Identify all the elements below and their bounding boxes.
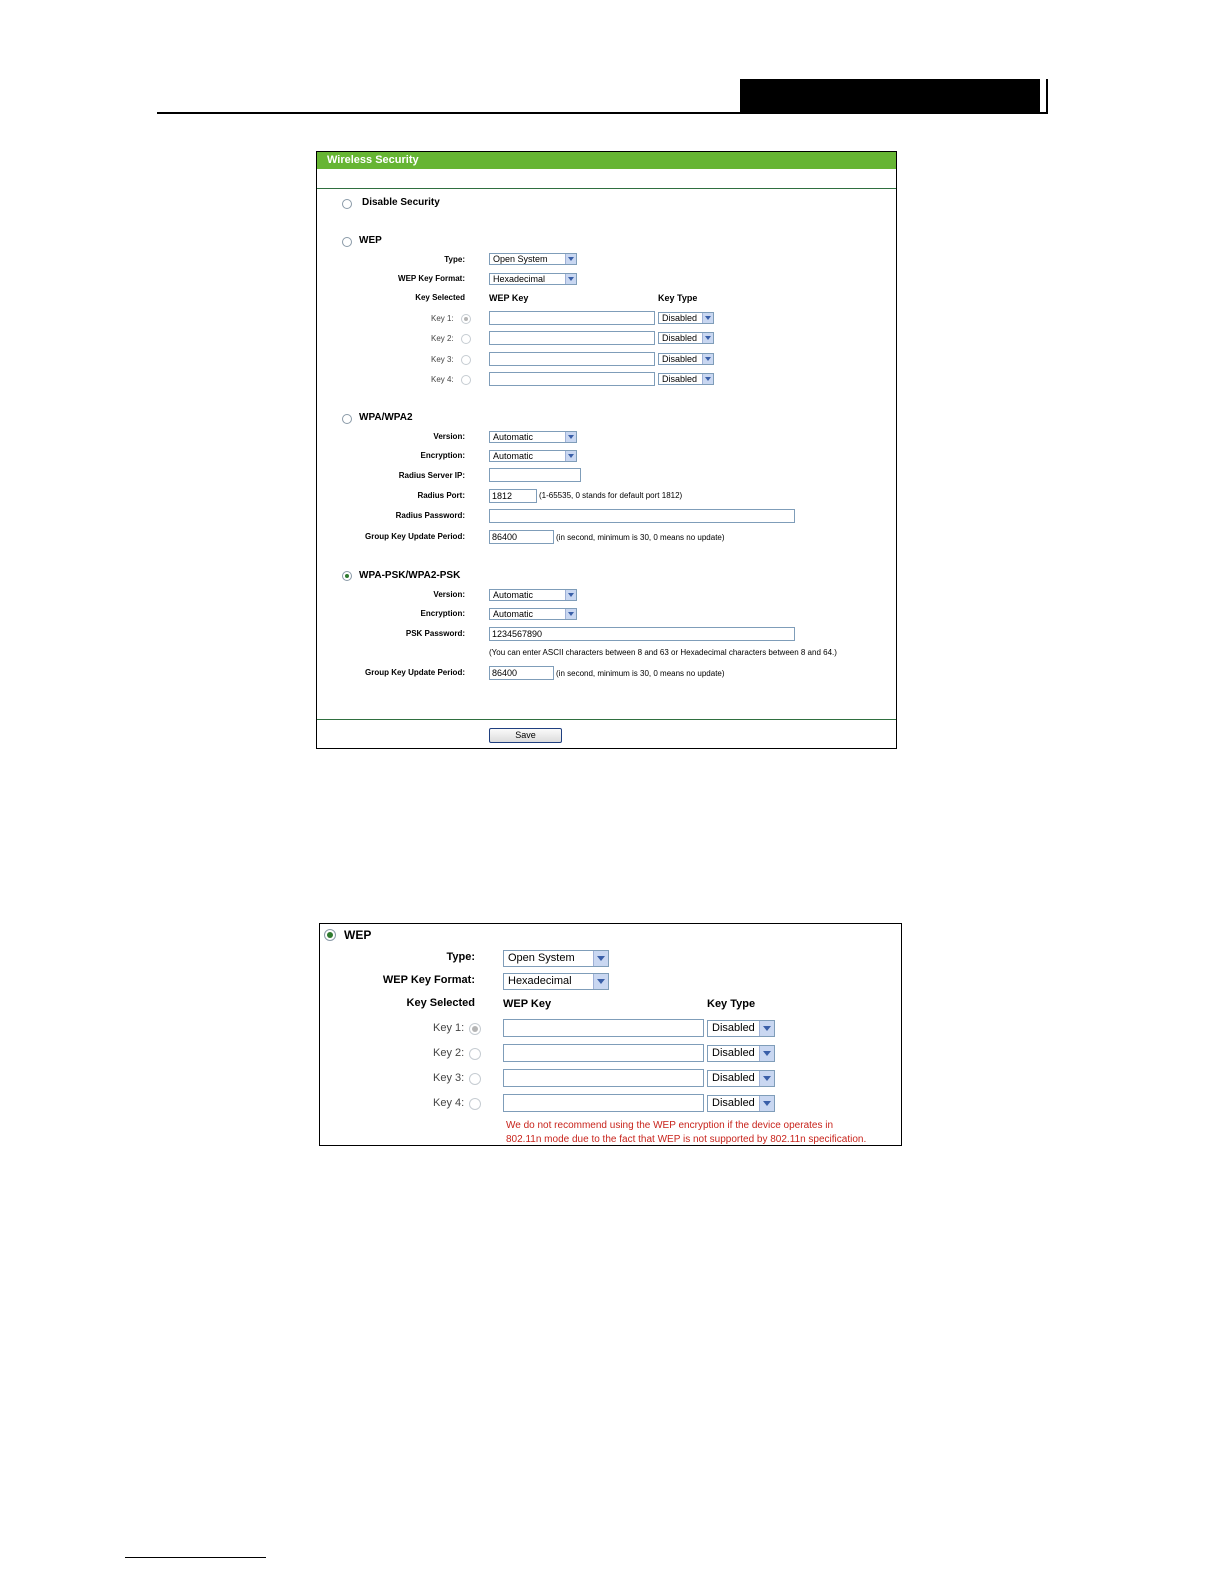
header-rule [157, 112, 1048, 114]
key2-type-value: Disabled [662, 333, 698, 343]
key4-label-zoom: Key 4: [433, 1097, 465, 1109]
key-type-header-zoom: Key Type [707, 998, 756, 1010]
wep-type-value-zoom: Open System [508, 952, 575, 964]
psk-version-value: Automatic [493, 590, 534, 600]
key3-type-select-zoom[interactable] [707, 1070, 775, 1087]
wep-key-format-label: WEP Key Format: [398, 274, 465, 283]
key1-radio-zoom[interactable] [469, 1023, 481, 1035]
chevron-down-icon [759, 1071, 774, 1086]
key1-radio[interactable] [461, 314, 471, 324]
chevron-down-icon [702, 374, 713, 384]
key-selected-header: Key Selected [415, 293, 465, 302]
disable-security-label: Disable Security [362, 197, 440, 208]
key1-type-select[interactable] [658, 312, 714, 324]
radius-server-ip-input[interactable] [489, 468, 581, 482]
chevron-down-icon [702, 313, 713, 323]
wep-type-label: Type: [444, 255, 465, 264]
psk-password-note: (You can enter ASCII characters between 8 and 63 or Hexadecimal characters between 8 and 64.) [489, 648, 837, 657]
key2-type-value-zoom: Disabled [712, 1047, 755, 1059]
wep-zoom-panel [319, 923, 902, 1146]
footer-link-underline [125, 1557, 266, 1558]
wpa-psk-label: WPA-PSK/WPA2-PSK [359, 570, 461, 581]
wpa-group-key-note: (in second, minimum is 30, 0 means no update) [556, 533, 725, 542]
wep-type-label-zoom: Type: [446, 951, 475, 963]
wep-radio[interactable] [342, 237, 352, 247]
key-type-header: Key Type [658, 293, 698, 303]
wpa-encryption-select[interactable] [489, 450, 577, 462]
chevron-down-icon [565, 254, 576, 264]
key4-type-value-zoom: Disabled [712, 1097, 755, 1109]
wep-key-format-value: Hexadecimal [493, 274, 546, 284]
key2-radio-zoom[interactable] [469, 1048, 481, 1060]
key3-label-zoom: Key 3: [433, 1072, 465, 1084]
chevron-down-icon [565, 609, 576, 619]
key1-input[interactable] [489, 311, 655, 325]
wpa-version-value: Automatic [493, 432, 534, 442]
psk-version-label: Version: [433, 590, 465, 599]
wep-type-value: Open System [493, 254, 548, 264]
chevron-down-icon [565, 432, 576, 442]
key1-input-zoom[interactable] [503, 1019, 704, 1037]
wep-key-format-value-zoom: Hexadecimal [508, 975, 572, 987]
panel-title: Wireless Security [317, 152, 896, 169]
chevron-down-icon [593, 974, 608, 989]
key3-radio-zoom[interactable] [469, 1073, 481, 1085]
wep-warning-line2: 802.11n mode due to the fact that WEP is not supported by 802.11n specification. [506, 1134, 867, 1145]
wpa-version-select[interactable] [489, 431, 577, 443]
key4-input[interactable] [489, 372, 655, 386]
key4-type-select-zoom[interactable] [707, 1095, 775, 1112]
chevron-down-icon [565, 451, 576, 461]
key4-type-select[interactable] [658, 373, 714, 385]
key1-label-zoom: Key 1: [433, 1022, 465, 1034]
wpa-label: WPA/WPA2 [359, 412, 413, 423]
radius-port-note: (1-65535, 0 stands for default port 1812) [539, 491, 683, 500]
save-button[interactable]: Save [489, 728, 562, 743]
wep-key-format-select[interactable] [489, 273, 577, 285]
wep-key-header-zoom: WEP Key [503, 998, 552, 1010]
wep-label: WEP [359, 235, 382, 246]
psk-password-label: PSK Password: [405, 629, 465, 638]
key4-radio-zoom[interactable] [469, 1098, 481, 1110]
wep-key-format-label-zoom: WEP Key Format: [382, 974, 475, 986]
radius-port-input[interactable]: 1812 [489, 489, 537, 503]
key3-input[interactable] [489, 352, 655, 366]
chevron-down-icon [565, 590, 576, 600]
key1-type-value-zoom: Disabled [712, 1022, 755, 1034]
key2-input[interactable] [489, 331, 655, 345]
radius-server-ip-label: Radius Server IP: [398, 471, 465, 480]
wep-key-header: WEP Key [489, 293, 529, 303]
key2-input-zoom[interactable] [503, 1044, 704, 1062]
key1-label: Key 1: [431, 314, 454, 323]
key3-type-value-zoom: Disabled [712, 1072, 755, 1084]
radius-password-label: Radius Password: [395, 511, 465, 520]
key4-radio[interactable] [461, 375, 471, 385]
wpa-group-key-label: Group Key Update Period: [364, 532, 465, 541]
chevron-down-icon [593, 951, 608, 966]
key3-label: Key 3: [431, 355, 454, 364]
chevron-down-icon [759, 1046, 774, 1061]
psk-encryption-label: Encryption: [420, 609, 465, 618]
key3-type-value: Disabled [662, 354, 698, 364]
wep-type-select-zoom[interactable] [503, 950, 609, 967]
key3-type-select[interactable] [658, 353, 714, 365]
disable-security-radio[interactable] [342, 199, 352, 209]
wep-type-select[interactable] [489, 253, 577, 265]
wpa-radio[interactable] [342, 414, 352, 424]
key4-type-value: Disabled [662, 374, 698, 384]
psk-group-key-input[interactable]: 86400 [489, 666, 554, 680]
wpa-version-label: Version: [433, 432, 465, 441]
key2-type-select[interactable] [658, 332, 714, 344]
key3-input-zoom[interactable] [503, 1069, 704, 1087]
key1-type-value: Disabled [662, 313, 698, 323]
key-selected-header-zoom: Key Selected [406, 997, 475, 1009]
psk-encryption-value: Automatic [493, 609, 534, 619]
key2-radio[interactable] [461, 334, 471, 344]
wep-key-format-select-zoom[interactable] [503, 973, 609, 990]
wpa-group-key-input[interactable]: 86400 [489, 530, 554, 544]
key2-type-select-zoom[interactable] [707, 1045, 775, 1062]
wpa-psk-radio[interactable] [342, 571, 352, 581]
divider-bottom [317, 719, 896, 720]
chevron-down-icon [759, 1021, 774, 1036]
chevron-down-icon [702, 333, 713, 343]
psk-password-input[interactable]: 1234567890 [489, 627, 795, 641]
wep-radio-zoom[interactable] [324, 929, 336, 941]
psk-encryption-select[interactable] [489, 608, 577, 620]
psk-version-select[interactable] [489, 589, 577, 601]
chevron-down-icon [759, 1096, 774, 1111]
radius-password-input[interactable] [489, 509, 795, 523]
key2-label-zoom: Key 2: [433, 1047, 465, 1059]
header-black-block [740, 79, 1040, 112]
wep-warning-line1: We do not recommend using the WEP encryption if the device operates in [506, 1120, 834, 1131]
key4-input-zoom[interactable] [503, 1094, 704, 1112]
chevron-down-icon [702, 354, 713, 364]
wireless-security-panel [316, 151, 897, 749]
header-edge-mark [1046, 79, 1048, 112]
psk-group-key-label: Group Key Update Period: [364, 668, 465, 677]
divider-top [317, 188, 896, 189]
key2-label: Key 2: [431, 334, 454, 343]
wpa-encryption-value: Automatic [493, 451, 534, 461]
key1-type-select-zoom[interactable] [707, 1020, 775, 1037]
wep-label-zoom: WEP [344, 928, 372, 942]
key4-label: Key 4: [431, 375, 454, 384]
psk-group-key-note: (in second, minimum is 30, 0 means no update) [556, 669, 725, 678]
radius-port-label: Radius Port: [417, 491, 465, 500]
chevron-down-icon [565, 274, 576, 284]
key3-radio[interactable] [461, 355, 471, 365]
wpa-encryption-label: Encryption: [420, 451, 465, 460]
